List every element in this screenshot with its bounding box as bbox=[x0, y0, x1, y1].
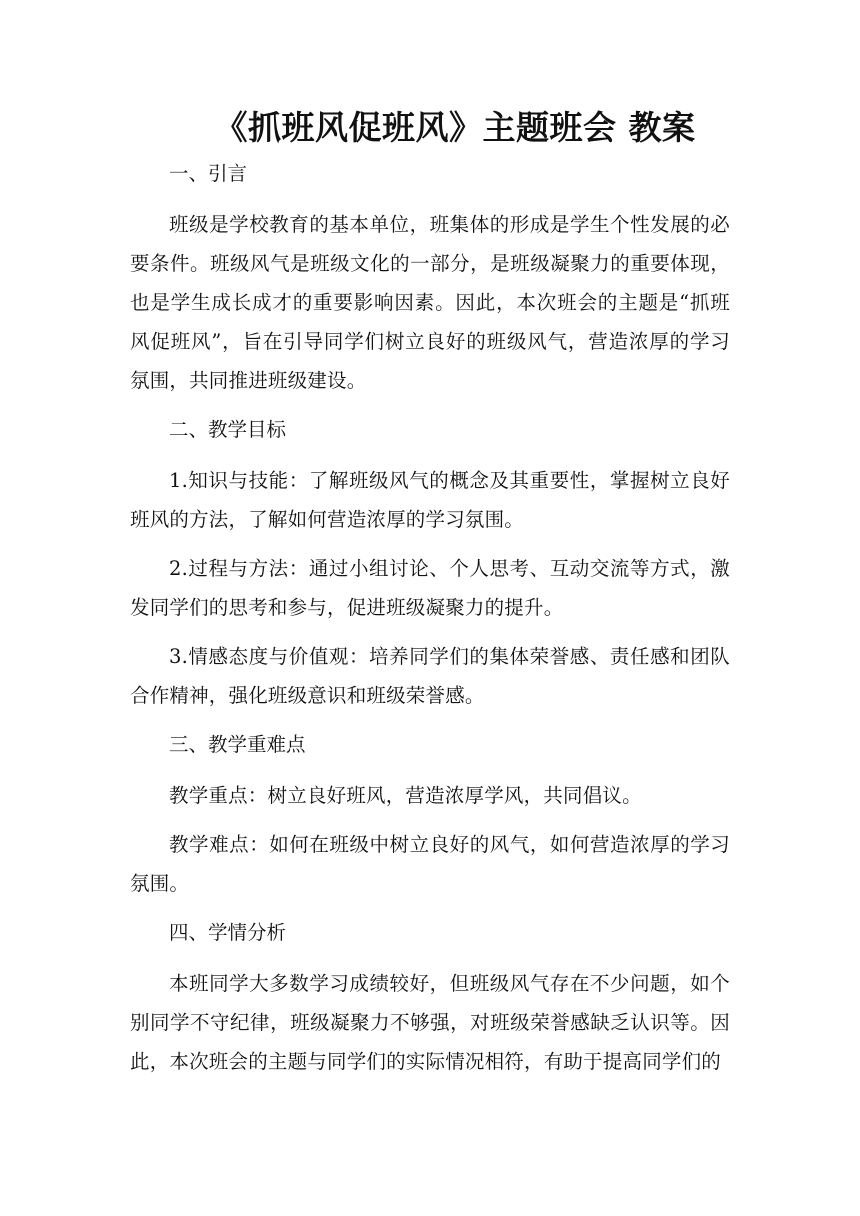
section-heading-key-points: 三、教学重难点 bbox=[169, 733, 306, 756]
paragraph-goal-1: 1.知识与技能：了解班级风气的概念及其重要性，掌握树立良好班风的方法，了解如何营造浓厚的学习氛围。 bbox=[130, 469, 730, 531]
paragraph-analysis: 本班同学大多数学习成绩较好，但班级风气存在不少问题，如个别同学不守纪律，班级凝聚力不够强，对班级荣誉感缺乏认识等。因此，本次班会的主题与同学们的实际情况相符，有助于提高同学们的 bbox=[130, 972, 730, 1073]
document-title: 《抓班风促班风》主题班会 教案 bbox=[214, 108, 696, 147]
paragraph-difficult-point: 教学难点：如何在班级中树立良好的风气，如何营造浓厚的学习氛围。 bbox=[130, 833, 730, 895]
paragraph-key-point: 教学重点：树立良好班风，营造浓厚学风，共同倡议。 bbox=[169, 784, 642, 807]
section-heading-goals: 二、教学目标 bbox=[169, 418, 287, 441]
paragraph-intro: 班级是学校教育的基本单位，班集体的形成是学生个性发展的必要条件。班级风气是班级文化的一部分，是班级凝聚力的重要体现，也是学生成长成才的重要影响因素。因此，本次班会的主题是“抓班风促班风”，旨在引导同学们树立良好的班级风气，营造浓厚的学习氛围，共同推进班级建设。 bbox=[130, 213, 730, 392]
paragraph-goal-3: 3.情感态度与价值观：培养同学们的集体荣誉感、责任感和团队合作精神，强化班级意识和班级荣誉感。 bbox=[130, 645, 730, 707]
document-body bbox=[130, 154, 730, 1091]
paragraph-goal-2: 2.过程与方法：通过小组讨论、个人思考、互动交流等方式，激发同学们的思考和参与，促进班级凝聚力的提升。 bbox=[130, 557, 730, 619]
section-heading-intro: 一、引言 bbox=[169, 162, 248, 185]
section-heading-analysis: 四、学情分析 bbox=[169, 921, 287, 944]
